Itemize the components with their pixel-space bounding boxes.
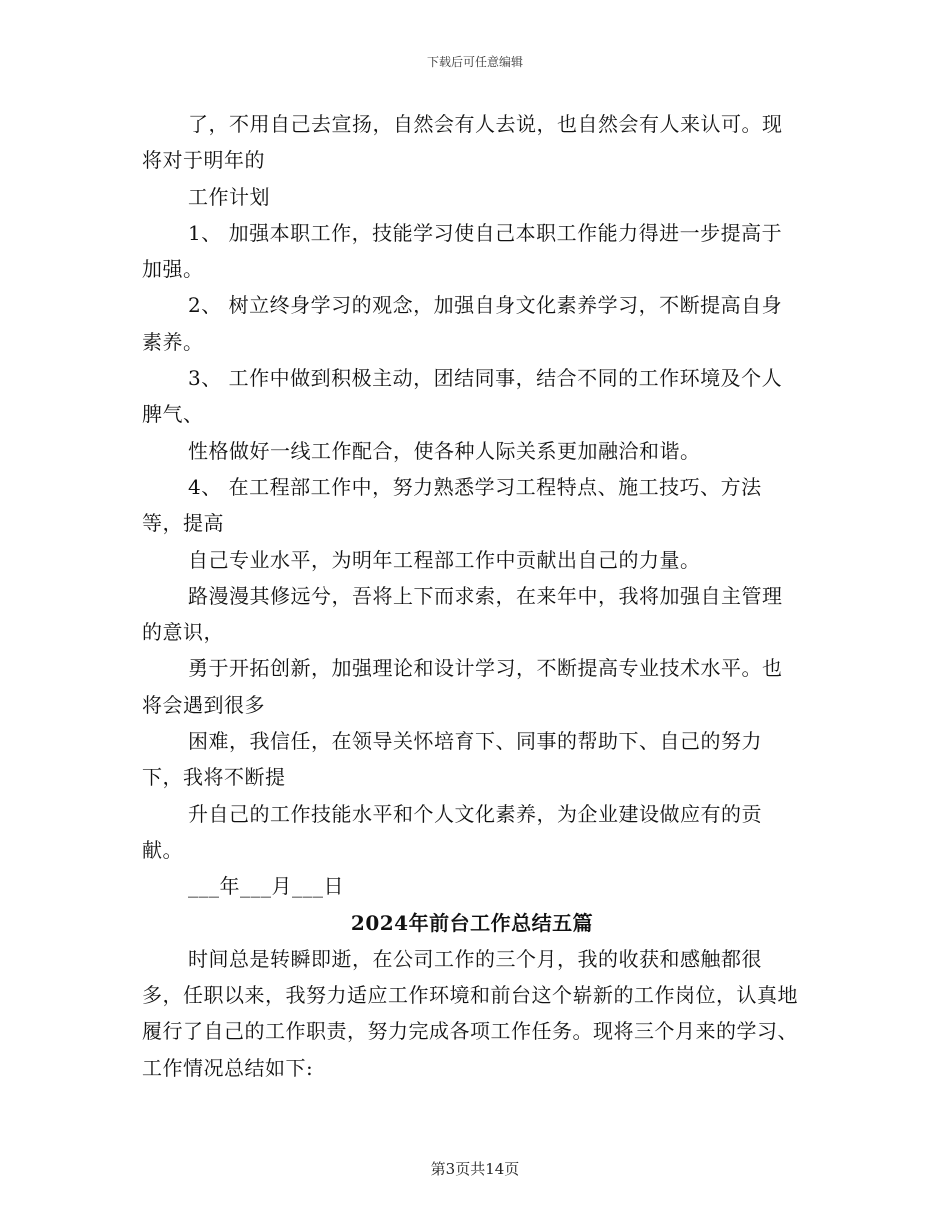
page-header: 下载后可任意编辑 bbox=[426, 55, 523, 69]
paragraph: 2、 树立终身学习的观念，加强自身文化素养学习，不断提高自身素养。 bbox=[142, 293, 783, 354]
section-title: 2024年前台工作总结五篇 bbox=[350, 910, 594, 935]
paragraph: 路漫漫其修远兮，吾将上下而求索，在来年中，我将加强自主管理的意识， bbox=[142, 583, 783, 645]
paragraph: 4、 在工程部工作中，努力熟悉学习工程特点、施工技巧、方法等，提高 bbox=[142, 474, 762, 536]
paragraph: 困难，我信任，在领导关怀培育下、同事的帮助下、自己的努力下，我将不断提 bbox=[142, 729, 762, 790]
paragraph: 3、 工作中做到积极主动，团结同事，结合不同的工作环境及个人脾气、 bbox=[142, 366, 783, 427]
date-line: ___年___月___日 bbox=[188, 874, 344, 899]
paragraph: 1、 加强本职工作，技能学习使自己本职工作能力得进一步提高于加强。 bbox=[142, 220, 783, 282]
paragraph: 性格做好一线工作配合，使各种人际关系更加融洽和谐。 bbox=[188, 438, 701, 463]
paragraph: 自己专业水平，为明年工程部工作中贡献出自己的力量。 bbox=[188, 547, 701, 572]
page-footer: 第3页共14页 bbox=[430, 1160, 520, 1178]
paragraph: 勇于开拓创新，加强理论和设计学习，不断提高专业技术水平。也将会遇到很多 bbox=[142, 656, 783, 717]
paragraph: 工作计划 bbox=[188, 184, 270, 209]
paragraph: 升自己的工作技能水平和个人文化素养，为企业建设做应有的贡献。 bbox=[142, 801, 762, 862]
intro-paragraph: 时间总是转瞬即逝，在公司工作的三个月，我的收获和感触都很多，任职以来，我努力适应工作环境和前台这个崭新的工作岗位，认真地履行了自己的工作职责，努力完成各项工作任务。现将三个月来的学习、工作情况总结如下: bbox=[142, 946, 798, 1080]
document-body bbox=[142, 106, 802, 1086]
paragraph: 了，不用自己去宣扬，自然会有人去说，也自然会有人来认可。现将对于明年的 bbox=[142, 112, 783, 173]
